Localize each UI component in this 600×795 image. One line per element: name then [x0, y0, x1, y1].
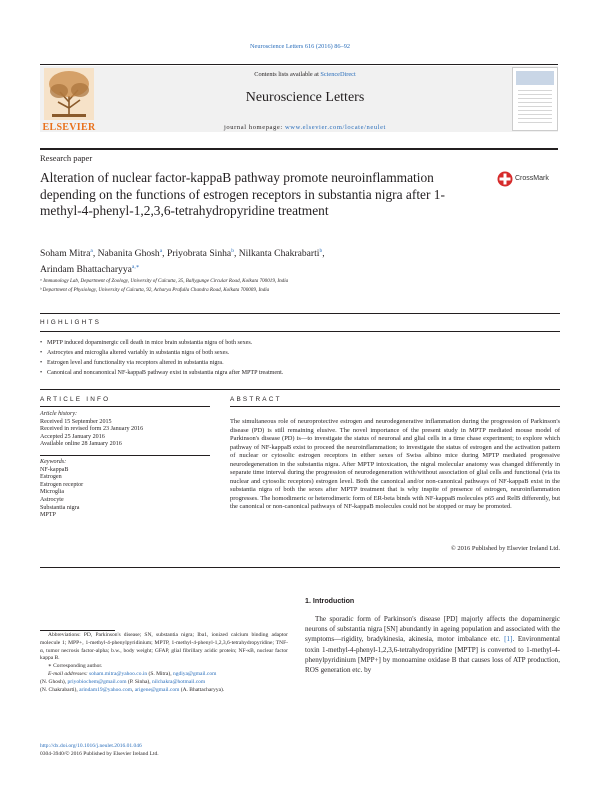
- email-separator: ,: [131, 686, 135, 693]
- crossmark-label: CrossMark: [515, 175, 549, 182]
- history-accepted: Accepted 25 January 2016: [40, 433, 105, 440]
- email-label: E-mail addresses:: [48, 670, 88, 677]
- email-link[interactable]: ngdiya@gmail.com: [172, 670, 217, 677]
- author-name[interactable]: Soham Mitra: [40, 248, 91, 260]
- abstract-rule: [230, 406, 560, 407]
- author-list: [40, 245, 460, 276]
- author-affiliation-mark[interactable]: b: [319, 248, 323, 254]
- author-separator: ,: [162, 248, 167, 260]
- keywords-label: Keywords:: [40, 458, 67, 465]
- journal-homepage: [100, 124, 510, 131]
- keywords-rule: [40, 455, 210, 456]
- author-name[interactable]: Nabanita Ghosh: [97, 248, 160, 260]
- email-owner: (S. Mitra),: [147, 670, 173, 677]
- keyword: Estrogen receptor: [40, 481, 84, 488]
- article-type: Research paper: [40, 153, 93, 163]
- intro-text-part: The sporadic form of Parkinson's disease [PD] majorly affects the dopaminergic neurons of substantia nigra [SN] abundantly in ageing population and associated with the symptoms—rigidity, bradykinesia, akinesia, motor imbalance etc.: [305, 615, 560, 644]
- intro-text-part: . Environmental toxin 1-methyl-4-phenyl-1,2,3,6-tetrahydropyridine [MPTP] is converted to 1-methyl-4-phenylpyridinium [MPP+] by monoamine oxidase B that causes loss of ATP production, ROS generation etc. by: [305, 635, 560, 675]
- keyword: NF-kappaB: [40, 466, 69, 473]
- abstract-text: The simultaneous role of neuroprotective estrogen and neurodegenerative inflammation during the progression of Parkinson's disease (PD) is still remaining elusive. The novel importance of the present study in MPTP mediated mouse model of Parkinson's disease (PD) is—to investigate the status of neuronal and glial cells in a time chase experiment; to explore which pathway of NF-kappaB exist to proceed the neuroinflammation; to investigate the status of estrogen and the activation pattern of nuclear or cytosolic estrogen receptors in either sexes of Swiss albino mice during MPTP mediated progressive neurodegeneration in the substantia nigra. After MPTP intoxication, the nigral molecular anatomy was changed differently in separate time interval during the progression of neurodegeneration with/without association of glial cells and functional (via its nuclear and cytosolic receptors) estrogen level. Both the canonical and/or non-canonical pathways of NF-kappaB exist in the substantia nigra of both the sexes after MPTP treatment that is why inspite of presence of estrogen, neuroinflammation progresses. The homodimeric or heterodimeric form of ER-beta binds with NF-kappaB molecules p65 and RelB differently, but the canonical or non-canonical pathways of NF-kappaB molecules could not be stopped or may be promoted.: [230, 418, 560, 511]
- email-owner: (N. Ghosh),: [40, 678, 68, 685]
- email-owner: (A. Bhattacharyya).: [179, 686, 225, 693]
- author-name[interactable]: Arindam Bhattacharyya: [40, 263, 132, 275]
- highlights-top-rule: [40, 313, 560, 314]
- journal-citation[interactable]: Neuroscience Letters 616 (2016) 86–92: [249, 43, 351, 50]
- author-separator: ,: [92, 248, 98, 260]
- highlight-item: • Canonical and noncanonical NF-kappaB pathway exist in substantia nigra after MPTP treatment.: [40, 368, 560, 378]
- contents-line: [100, 71, 510, 78]
- keyword: Microglia: [40, 489, 65, 496]
- article-info-heading: ARTICLE INFO: [40, 396, 111, 403]
- affiliation-a: ᵃ Immunology Lab, Department of Zoology, University of Calcutta, 35, Ballygunge Circular Road, Kolkata 700019, India: [40, 278, 289, 284]
- journal-cover-thumbnail: [512, 67, 558, 131]
- author-affiliation-mark[interactable]: a: [159, 248, 163, 254]
- author-name[interactable]: Nilkanta Chakrabarti: [238, 248, 320, 260]
- email-link[interactable]: nilchakra@hotmail.com: [152, 678, 206, 685]
- author-affiliation-mark[interactable]: b: [231, 248, 234, 254]
- crossmark-badge[interactable]: [497, 171, 557, 189]
- header-top-rule: [40, 64, 558, 65]
- highlights-list: [40, 338, 560, 378]
- abstract-bottom-rule: [40, 567, 560, 568]
- header-bottom-rule: [40, 148, 558, 150]
- author-separator: ,: [233, 248, 239, 260]
- keyword: Astrocyte: [40, 496, 64, 503]
- highlight-item: • MPTP induced dopaminergic cell death in mice brain substantia nigra of both sexes.: [40, 338, 560, 348]
- email-link[interactable]: arindam19@yahoo.com: [79, 686, 132, 693]
- author-separator: ,: [322, 248, 325, 260]
- info-left-rule: [40, 406, 210, 407]
- affiliations: [40, 277, 560, 295]
- article-info-block: [40, 408, 205, 520]
- history-online: Available online 28 January 2016: [40, 441, 122, 448]
- email-link[interactable]: arigene@gmail.com: [134, 686, 180, 693]
- sciencedirect-link[interactable]: ScienceDirect: [320, 71, 356, 78]
- highlight-item: • Astrocytes and microglia altered variably in substantia nigra of both sexes.: [40, 348, 560, 358]
- author-affiliation-mark[interactable]: a: [90, 248, 93, 254]
- author-name[interactable]: Priyobrata Sinha: [166, 248, 232, 260]
- cover-banner: [516, 71, 554, 85]
- highlights-mid-rule: [40, 331, 560, 332]
- email-owner: (N. Chakrabarti),: [40, 686, 80, 693]
- keyword: Estrogen: [40, 474, 62, 481]
- crossmark-icon: [497, 171, 513, 187]
- corresponding-author-note: ∗ Corresponding author.: [48, 663, 103, 670]
- contents-prefix: Contents lists available at: [254, 71, 321, 78]
- abstract-heading: ABSTRACT: [230, 396, 282, 403]
- author-affiliation-mark[interactable]: a,∗: [131, 263, 140, 270]
- highlights-heading: HIGHLIGHTS: [40, 319, 102, 326]
- homepage-prefix: journal homepage:: [224, 124, 285, 131]
- highlight-item: • Estrogen level and functionality via receptors altered in substantia nigra.: [40, 358, 560, 368]
- reference-link[interactable]: [1]: [504, 635, 513, 644]
- elsevier-wordmark: ELSEVIER: [42, 122, 96, 133]
- history-label: Article history:: [40, 411, 78, 417]
- affiliation-b: ᵇ Department of Physiology, University of Calcutta, 92, Acharya Prafulla Chandra Road, Kolkata 700009, India: [40, 287, 270, 293]
- doi-link[interactable]: http://dx.doi.org/10.1016/j.neulet.2016.01.046: [40, 743, 142, 749]
- introduction-heading: 1. Introduction: [305, 597, 355, 605]
- email-link[interactable]: soham.mitra@yahoo.co.in: [89, 670, 148, 677]
- email-link[interactable]: priyobiochem@gmail.com: [67, 678, 127, 685]
- history-revised: Received in revised form 23 January 2016: [40, 426, 144, 433]
- keyword: MPTP: [40, 512, 56, 519]
- abbreviations-footnote: Abbreviations: PD, Parkinson's disease; SN, substantia nigra; Iba1, ionized calcium binding adaptor molecule 1; MPP+, 1-methyl-4-phenylpyridinium; MPTP, 1-methyl-4-phenyl-1,2,3,6-tetrahydropyridine; TNF-α, tumor necrosis factor-alpha; b.w., body weight; GFAP, glial fibrillary acidic protein; NF-κB, nuclear factor kappa B.: [40, 632, 288, 662]
- email-owner: (P. Sinha),: [126, 678, 152, 685]
- history-received: Received 15 September 2015: [40, 418, 112, 425]
- keyword: Substantia nigra: [40, 504, 80, 511]
- issn-line: 0304-3940/© 2016 Published by Elsevier Ireland Ltd.: [40, 751, 159, 758]
- introduction-text: [305, 614, 560, 675]
- journal-title: Neuroscience Letters: [245, 90, 365, 105]
- info-top-rule: [40, 389, 560, 390]
- doi-block: [40, 742, 300, 758]
- email-addresses: [40, 671, 288, 694]
- homepage-link[interactable]: www.elsevier.com/locate/neulet: [285, 124, 386, 131]
- footnotes: [40, 632, 288, 694]
- cover-lines: [518, 90, 552, 126]
- abstract-copyright: © 2016 Published by Elsevier Ireland Ltd.: [450, 545, 560, 552]
- footnote-rule: [40, 630, 115, 631]
- article-title: Alteration of nuclear factor-kappaB pathway promote neuroinflammation depending on the functions of estrogen receptors in substantia nigra after 1-methyl-4-phenyl-1,2,3,6-tetrahydropyridine treatment: [40, 170, 445, 218]
